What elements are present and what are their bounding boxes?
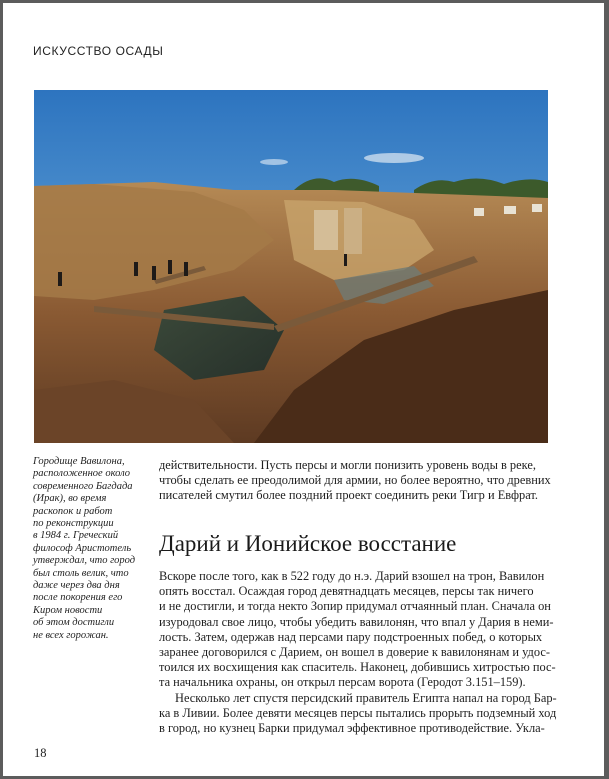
text-line: ка в Ливии. Более девяти месяцев персы пытались прорыть подземный ход: [159, 705, 557, 720]
text-line: Вскоре после того, как в 522 году до н.э. Дарий взошел на трон, Вавилон: [159, 569, 545, 583]
caption-line: после покорения его: [33, 592, 123, 604]
text-line: заранее договорился с Дарием, он вошел в доверие к вавилонянам и удос-: [159, 645, 550, 660]
text-line: опять восстал. Осаждая город девятнадцать месяцев, персы так ничего: [159, 584, 534, 599]
section-heading: Дарий и Ионийское восстание: [159, 531, 457, 556]
text-line: изуродовал свое лицо, чтобы убедить вавилонян, что впал у Дария в неми-: [159, 614, 554, 629]
text-line: действительности. Пусть персы и могли понизить уровень воды в реке,: [159, 458, 536, 472]
book-page: [3, 3, 604, 776]
caption-line: расположенное около: [33, 468, 131, 480]
caption-line: раскопок и работ: [33, 505, 113, 517]
page-number: 18: [34, 746, 47, 760]
caption-line: (Ирак), во время: [33, 493, 107, 505]
text-line: тоился их восхищения как спаситель. Наконец, добившись хитростью пос-: [159, 660, 556, 675]
text-line: та начальника охраны, он открыл персам ворота (Геродот 3.151–159).: [159, 675, 526, 690]
excavation-photo: [34, 90, 548, 443]
caption-line: не всех горожан.: [33, 629, 109, 641]
caption-line: Городище Вавилона,: [33, 456, 125, 467]
caption-line: утверждал, что город: [33, 555, 136, 567]
continued-paragraph: [159, 458, 549, 504]
text-line: и не достигли, и тогда некто Зопир придумал отчаянный план. Сначала он: [159, 599, 551, 614]
text-line: Несколько лет спустя персидский правитель Египта напал на город Бар-: [175, 690, 557, 705]
text-line: писателей смутил более поздний проект соединить реки Тигр и Евфрат.: [159, 488, 538, 503]
running-header: ИСКУССТВО ОСАДЫ: [33, 44, 164, 58]
caption-line: даже через два дня: [33, 580, 120, 592]
caption-line: философ Аристотель: [33, 542, 132, 554]
excavation-photo-illustration: [34, 90, 548, 443]
text-line: чтобы сделать ее преодолимой для армии, но более вероятно, что древних: [159, 473, 551, 488]
caption-line: современного Багдада: [33, 480, 133, 492]
caption-line: был столь велик, что: [33, 567, 129, 579]
caption-line: об этом достигли: [33, 617, 115, 629]
caption-line: в 1984 г. Греческий: [33, 530, 119, 542]
caption-line: Киром новости: [33, 604, 103, 616]
caption-line: по реконструкции: [33, 518, 114, 530]
text-line: лость. Затем, одержав над персами пару подстроенных побед, о которых: [159, 629, 543, 644]
text-line: в город, но кузнец Барки придумал эффективное противодействие. Укла-: [159, 721, 545, 736]
photo-caption: [33, 456, 161, 642]
section-body: [159, 569, 557, 736]
